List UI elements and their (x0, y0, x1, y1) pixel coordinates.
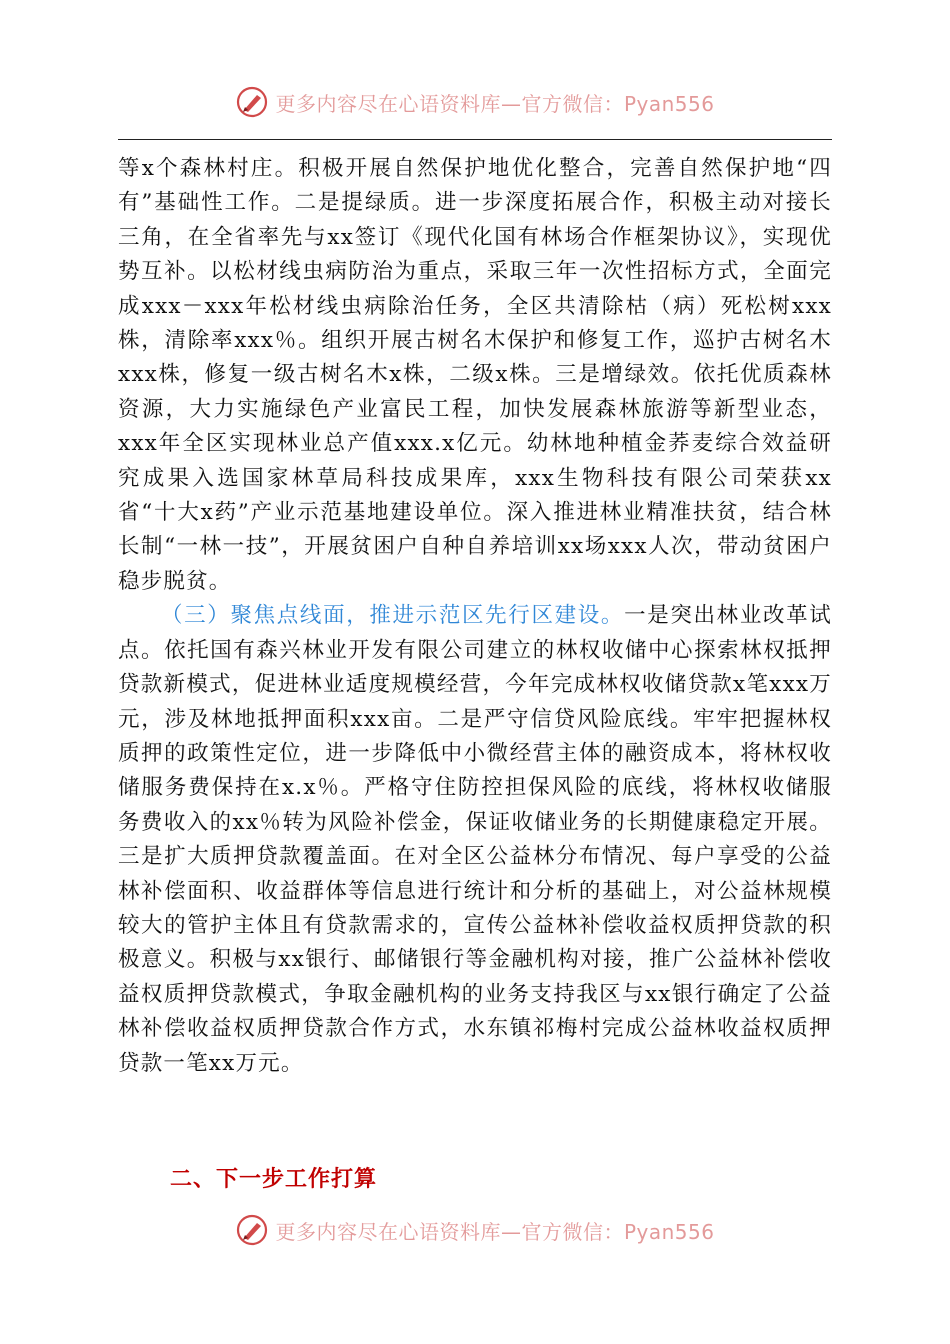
paragraph-2 (118, 599, 832, 1081)
header-banner (0, 82, 950, 122)
header-divider (118, 139, 832, 140)
subsection-heading: （三）聚焦点线面，推进示范区先行区建设。 (161, 603, 625, 629)
header-banner-text: 更多内容尽在心语资料库—官方微信：Pyan556 (275, 91, 715, 116)
paragraph-1: 等x个森林村庄。积极开展自然保护地优化整合，完善自然保护地“四有”基础性工作。二是提绿质。进一步深度拓展合作，积极主动对接长三角，在全省率先与xx签订《现代化国有林场合作框架协议》，实现优势互补。以松材线虫病防治为重点，采取三年一次性招标方式，全面完成xxx－xxx年松材线虫病除治任务，全区共清除枯（病）死松树xxx株，清除率xxx％。组织开展古树名木保护和修复工作，巡护古树名木xxx株，修复一级古树名木x株，二级x株。三是增绿效。依托优质森林资源，大力实施绿色产业富民工程，加快发展森林旅游等新型业态，xxx年全区实现林业总产值xxx.x亿元。幼林地种植金荞麦综合效益研究成果入选国家林草局科技成果库，xxx生物科技有限公司荣获xx省“十大x药”产业示范基地建设单位。深入推进林业精准扶贫，结合林长制“一林一技”，开展贫困户自种自养培训xx场xxx人次，带动贫困户稳步脱贫。 (118, 156, 832, 594)
document-body (118, 152, 832, 1081)
pen-nib-logo-icon (235, 1213, 269, 1247)
paragraph-2-text: 一是突出林业改革试点。依托国有森兴林业开发有限公司建立的林权收储中心探索林权抵押贷款新模式，促进林业适度规模经营，今年完成林权收储贷款x笔xxx万元，涉及林地抵押面积xxx亩。二是严守信贷风险底线。牢牢把握林权质押的政策性定位，进一步降低中小微经营主体的融资成本，将林权收储服务费保持在x.x％。严格守住防控担保风险的底线，将林权收储服务费收入的xx％转为风险补偿金，保证收储业务的长期健康稳定开展。三是扩大质押贷款覆盖面。在对全区公益林分布情况、每户享受的公益林补偿面积、收益群体等信息进行统计和分析的基础上，对公益林规模较大的管护主体且有贷款需求的，宣传公益林补偿收益权质押贷款的积极意义。积极与xx银行、邮储银行等金融机构对接，推广公益林补偿收益权质押贷款模式，争取金融机构的业务支持我区与xx银行确定了公益林补偿收益权质押贷款合作方式，水东镇祁梅村完成公益林收益权质押贷款一笔xx万元。 (118, 603, 832, 1076)
section-heading: 二、下一步工作打算 (170, 1167, 378, 1192)
footer-banner-text: 更多内容尽在心语资料库—官方微信：Pyan556 (275, 1219, 715, 1244)
pen-nib-logo-icon (235, 85, 269, 119)
footer-banner (0, 1210, 950, 1250)
